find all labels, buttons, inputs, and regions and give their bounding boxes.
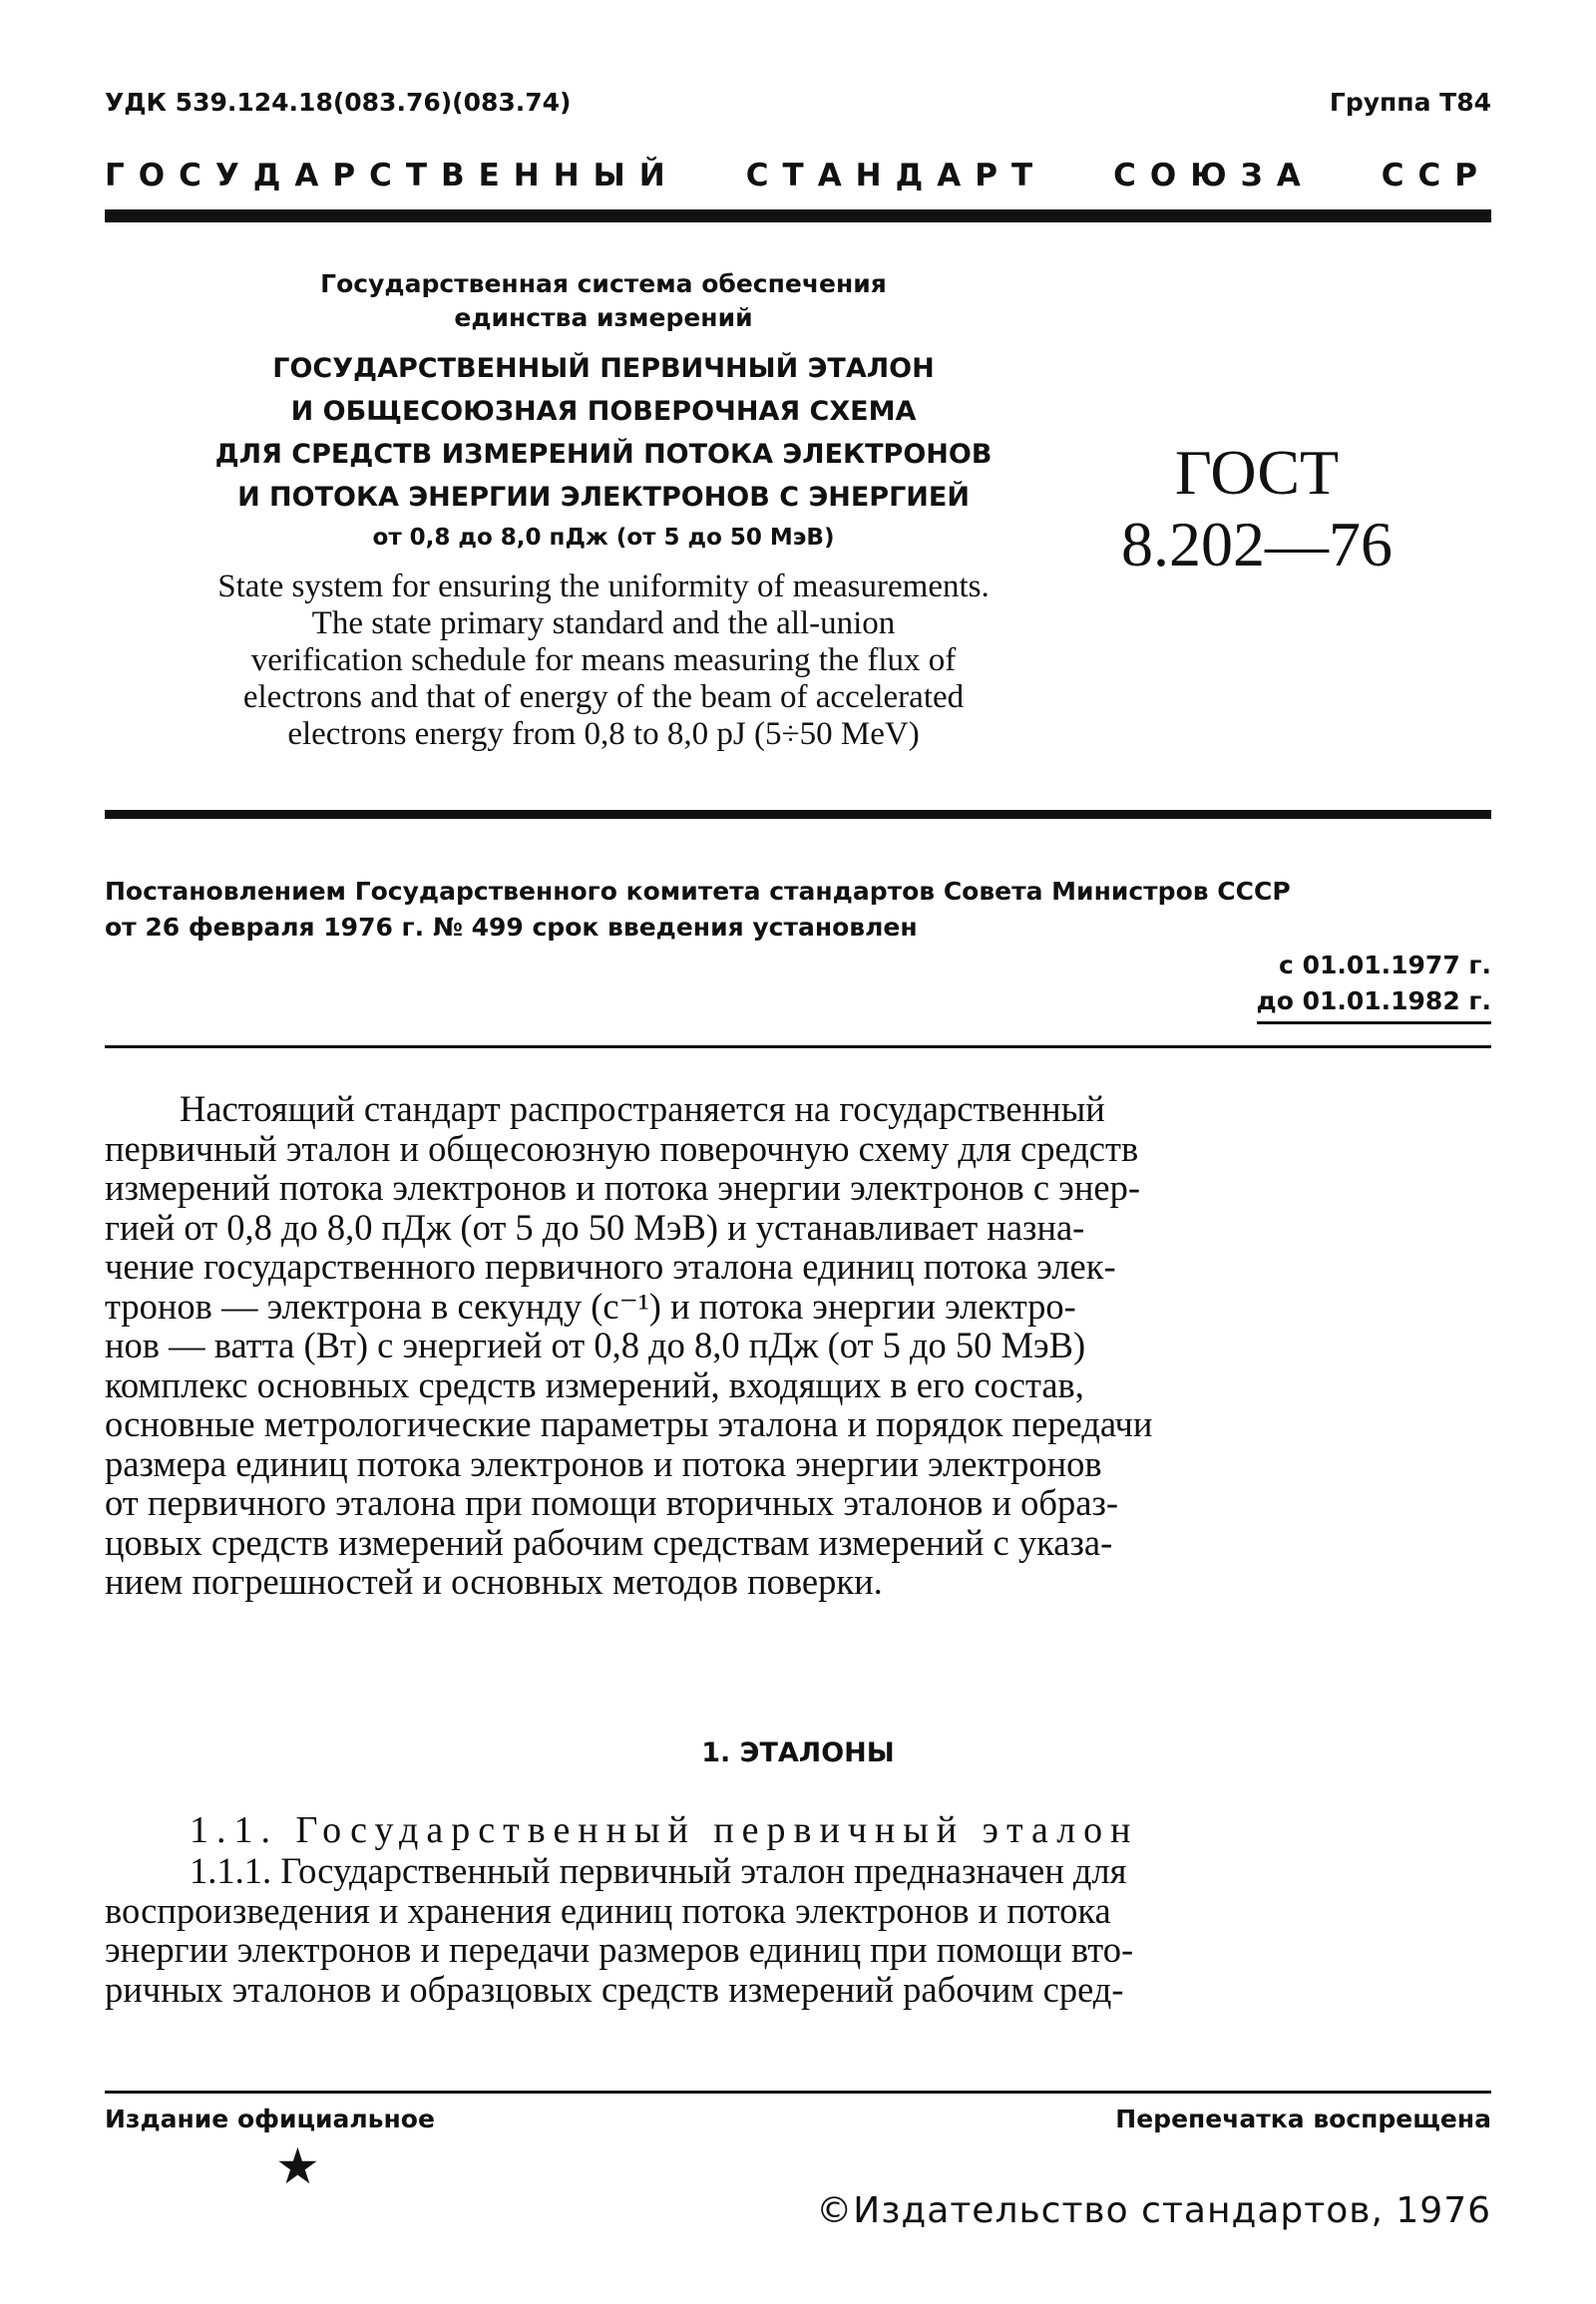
intro-line: гией от 0,8 до 8,0 пДж (от 5 до 50 МэВ) и устанавливает назна- xyxy=(105,1206,1085,1248)
main-title xyxy=(105,347,1102,519)
header-rule xyxy=(105,209,1491,222)
english-title-line: electrons and that of energy of the beam of accelerated xyxy=(242,679,965,715)
intro-line: измерений потока электронов и потока энергии электронов с энер- xyxy=(105,1167,1140,1208)
paragraph-1-1-1 xyxy=(105,1851,1491,2009)
english-title-line: electrons energy from 0,8 to 8,0 pJ (5÷50 MeV) xyxy=(287,716,920,752)
english-title xyxy=(105,569,1102,753)
date-from: с 01.01.1977 г. xyxy=(1279,951,1491,979)
decree-rule xyxy=(105,1045,1491,1048)
intro-line: комплекс основных средств измерений, входящих в его состав, xyxy=(105,1363,1084,1405)
intro-line: цовых средств измерений рабочим средствам измерений с указа- xyxy=(105,1521,1113,1563)
intro-line: от первичного эталона при помощи вторичных эталонов и образ- xyxy=(105,1482,1119,1523)
intro-line: тронов — электрона в секунду (с⁻¹) и потока энергии электро- xyxy=(105,1285,1076,1327)
decree-line-1: Постановлением Государственного комитета стандартов Совета Министров СССР xyxy=(105,877,1291,906)
banner-word-2: СТАНДАРТ xyxy=(745,158,1047,193)
copyright-line: ©Издательство стандартов, 1976 xyxy=(816,2190,1491,2231)
top-row xyxy=(105,88,1491,128)
system-line-1: Государственная система обеспечения xyxy=(320,269,887,298)
reprint-prohibited-label: Перепечатка воспрещена xyxy=(1115,2105,1491,2133)
main-title-line: ДЛЯ СРЕДСТВ ИЗМЕРЕНИЙ ПОТОКА ЭЛЕКТРОНОВ xyxy=(214,439,993,470)
english-title-line: State system for ensuring the uniformity of measurements. xyxy=(217,569,990,604)
banner-word-3: СОЮЗА xyxy=(1113,158,1315,193)
p111-line: энергии электронов и передачи размеров единиц при помощи вто- xyxy=(105,1929,1134,1970)
energy-range-line: от 0,8 до 8,0 пДж (от 5 до 50 МэВ) xyxy=(372,525,835,551)
english-title-line: The state primary standard and the all-union xyxy=(311,605,896,641)
main-title-line: ГОСУДАРСТВЕННЫЙ ПЕРВИЧНЫЙ ЭТАЛОН xyxy=(272,353,935,384)
intro-line: размера единиц потока электронов и потока энергии электронов xyxy=(105,1442,1102,1484)
p111-line: 1.1.1. Государственный первичный эталон предназначен для xyxy=(190,1850,1127,1891)
state-standard-banner xyxy=(105,158,1491,193)
intro-line: основные метрологические параметры эталона и порядок передачи xyxy=(105,1403,1153,1444)
date-to: до 01.01.1982 г. xyxy=(1257,983,1492,1024)
decree-text xyxy=(105,874,1491,946)
subsection-heading: 1.1. Государственный первичный эталон xyxy=(190,1809,1139,1851)
intro-line: нием погрешностей и основных методов поверки. xyxy=(105,1561,883,1602)
system-line-2: единства измерений xyxy=(454,303,753,332)
intro-line: нов — ватта (Вт) с энергией от 0,8 до 8,0 пДж (от 5 до 50 МэВ) xyxy=(105,1325,1086,1365)
title-separator-rule xyxy=(105,810,1491,819)
udk-code: УДК 539.124.18(083.76)(083.74) xyxy=(105,88,572,117)
star-icon: ★ xyxy=(275,2137,320,2195)
title-block xyxy=(105,267,1102,753)
main-title-line: И ПОТОКА ЭНЕРГИИ ЭЛЕКТРОНОВ С ЭНЕРГИЕЙ xyxy=(237,482,970,513)
official-edition-label: Издание официальное xyxy=(105,2105,435,2133)
section-title: 1. ЭТАЛОНЫ xyxy=(701,1737,895,1768)
banner-word-1: ГОСУДАРСТВЕННЫЙ xyxy=(105,158,679,193)
validity-dates xyxy=(1257,948,1492,1024)
gost-designation xyxy=(1107,437,1406,580)
decree-line-2: от 26 февраля 1976 г. № 499 срок введения установлен xyxy=(105,913,918,942)
english-title-line: verification schedule for means measuring the flux of xyxy=(250,642,957,678)
group-code: Группа Т84 xyxy=(1329,88,1491,117)
p111-line: воспроизведения и хранения единиц потока электронов и потока xyxy=(105,1889,1111,1931)
gost-label: ГОСТ xyxy=(1174,437,1340,508)
p111-line: ричных эталонов и образцовых средств измерений рабочим сред- xyxy=(105,1968,1124,2010)
intro-line: Настоящий стандарт распространяется на государственный xyxy=(180,1088,1105,1129)
intro-paragraph xyxy=(105,1089,1491,1602)
intro-line: первичный эталон и общесоюзную поверочную схему для средств xyxy=(105,1127,1139,1169)
gost-number: 8.202—76 xyxy=(1121,509,1393,579)
intro-line: чение государственного первичного эталона единиц потока элек- xyxy=(105,1246,1116,1287)
footer-rule xyxy=(105,2091,1491,2094)
main-title-line: И ОБЩЕСОЮЗНАЯ ПОВЕРОЧНАЯ СХЕМА xyxy=(290,396,917,427)
banner-word-4: ССР xyxy=(1381,158,1491,193)
